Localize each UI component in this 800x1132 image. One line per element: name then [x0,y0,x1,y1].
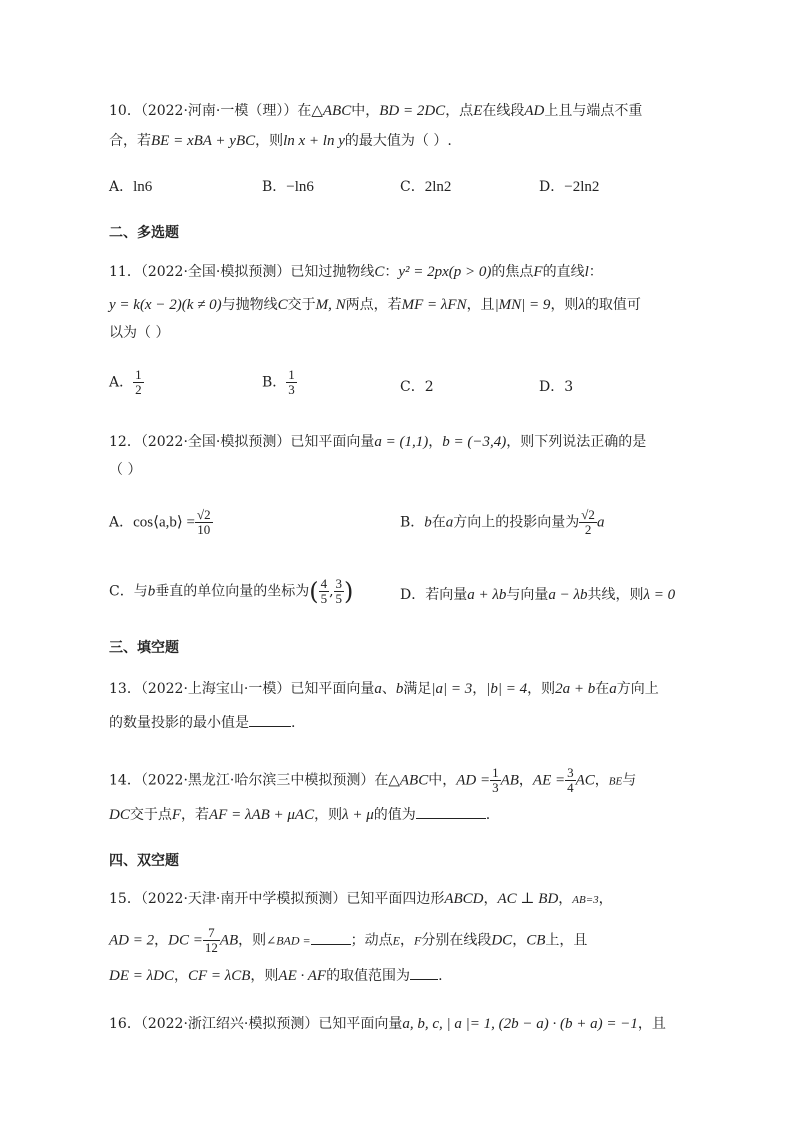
option-value: −ln6 [286,179,314,195]
q10-option-a [109,176,152,196]
q15-text: 分别在线段 [421,932,492,949]
math-b: b [147,583,156,600]
q11-line3: 以为（ ） [109,325,170,341]
q10-text: 合，若 [109,133,151,149]
math-expr: 2a + b [555,681,596,697]
q15-text: ， [173,968,188,984]
option-value: ln6 [133,179,153,195]
q10-line2 [109,131,452,151]
q15-text: ，则 [238,932,267,949]
q14-text: ，若 [181,807,210,823]
fraction-numerator: 3 [335,576,343,591]
math-vector-expr: a, b, c, | a |= 1, (2b − a) · (b + a) = −1 [402,1016,638,1032]
q11-text: 的焦点 [491,264,534,280]
fraction-numerator: 1 [288,367,295,382]
q15-text: ， [598,891,613,907]
q15-text: ， [558,891,573,907]
q11-text: 两点，若 [345,297,402,313]
fraction-denominator: 5 [335,591,343,606]
q11-text: 11．（2022·全国·模拟预测）已知过抛物线 [109,264,375,280]
math-line-eq: y = k(x − 2)(k ≠ 0) [109,297,222,313]
q14-text: 中， [428,772,457,789]
option-text: 与向量 [506,587,549,603]
math-triangle-abc: △ABC [388,772,429,789]
math-lambda-mu: λ + μ [342,807,374,823]
q13-text: 的数量投影的最小值是 [109,715,249,731]
fraction-denominator: 10 [197,522,211,537]
q15-line3 [109,966,443,986]
q10-text: 的最大值为（ ）. [344,133,452,149]
math-b: b [395,681,404,697]
q10-text: 在线段 [482,103,525,119]
q14-text: ， [518,772,533,789]
section-heading-multi-choice: 二、多选题 [109,225,179,241]
q13-text: ，则 [527,681,556,697]
q12-option-d [400,584,675,604]
section-heading-double-blank: 四、双空题 [109,853,179,869]
math-be: BE [608,775,623,788]
option-label: A． [109,374,134,391]
math-l: l [584,264,589,280]
q16-text: ，且 [637,1016,666,1032]
q12-line1 [109,432,646,452]
option-label: D． [400,587,426,603]
q13-text: ， [472,681,487,697]
math-perp: AC ⊥ BD [497,891,559,907]
q14-text: . [485,807,491,823]
option-label: D． [539,179,565,195]
math-abs-a: |a| = 3 [431,681,473,697]
q14-text: 与 [622,772,637,789]
q15-text: ， [483,891,498,907]
fraction-numerator: 1 [135,367,142,382]
math-c: C [277,297,288,313]
math-expr: a − λb [548,587,588,603]
q12-option-b [400,508,604,537]
math-a: a [596,514,605,531]
option-value: −2ln2 [564,179,600,195]
fraction [203,926,220,955]
q12-text: ，则下列说法正确的是 [506,434,647,450]
q13-text: 、 [381,681,396,697]
q11-option-a [109,368,144,397]
math-mn: M, N [315,297,346,313]
q11-text: ： [588,264,603,280]
fraction-denominator: 5 [320,591,328,606]
q12-line2: （ ） [109,462,142,478]
q15-text: . [438,968,443,984]
math-bd-2dc: BD = 2DC [379,103,446,119]
math-f: F [533,264,543,280]
q10-option-d [539,176,599,196]
q12-text: 12．（2022·全国·模拟预测）已知平面向量 [109,434,375,450]
q11-text: 与抛物线 [221,297,278,313]
option-value: 2 [424,379,434,395]
math-abs-b: |b| = 4 [486,681,528,697]
fraction [133,368,144,397]
q11-option-d [539,376,573,396]
option-text: 在 [431,514,446,531]
q15-text: ；动点 [350,932,393,949]
q15-text: ， [512,932,527,949]
math-vector-b: b = (−3,4) [442,434,507,450]
math-ad-2: AD = 2 [109,932,155,949]
q12-text: ， [428,434,443,450]
fraction [319,577,330,606]
fraction-numerator: 1 [492,765,499,780]
option-label: B． [262,179,287,195]
answer-blank[interactable] [410,979,438,980]
answer-blank[interactable] [311,944,351,945]
option-text: 与 [133,583,148,600]
math-c: C [374,264,385,280]
fraction-numerator: 7 [203,926,220,941]
q11-line2 [109,295,641,315]
option-label: B． [262,374,287,391]
math-point-e: E [473,103,483,119]
option-text: 若向量 [425,587,468,603]
q14-text: 交于点 [129,807,172,823]
q15-text: 的取值范围为 [326,968,411,984]
answer-blank[interactable] [249,726,291,727]
math-parabola: y² = 2px(p > 0) [398,264,492,280]
q13-text: 13．（2022·上海宝山·一模）已知平面向量 [109,681,375,697]
fraction-numerator: √2 [581,507,595,522]
q11-text: ，且 [466,297,495,313]
q13-text: 满足 [403,681,432,697]
math-ab: AB [219,932,239,949]
q13-line2 [109,713,295,733]
math-expr: λ = 0 [643,587,676,603]
q11-line1 [109,262,603,282]
option-value: 2ln2 [424,179,452,195]
fraction [565,766,576,795]
q14-text: 14．（2022·黑龙江·哈尔滨三中模拟预测）在 [109,772,389,789]
q10-line1 [109,101,642,121]
fraction-denominator: 2 [584,522,592,537]
q13-text: 在 [595,681,610,697]
math-dot-product: AE · AF [278,968,327,984]
math-segment-ad: AD [524,103,545,119]
math-dc: DC [491,932,513,949]
option-label: C． [400,379,425,395]
q12-option-c: C．与b垂直的单位向量的坐标为( $\frac{4}{5}$ , $\frac{3}{5}$ ) [109,576,354,606]
q10-text: ，点 [445,103,474,119]
q10-text: 10．（2022·河南·一模（理））在 [109,103,312,119]
section-heading-fill-blank: 三、填空题 [109,640,179,656]
q11-text: 交于 [287,297,316,313]
q11-text: ： [384,264,399,280]
q15-text: ， [400,932,414,949]
option-label: A． [109,179,134,195]
q16-text: 16．（2022·浙江绍兴·模拟预测）已知平面向量 [109,1016,403,1032]
math-b: b [424,514,432,531]
q10-option-c [400,176,451,196]
fraction [195,508,213,537]
math-f: F [171,807,182,823]
q16-line1 [109,1014,666,1034]
math-dc: DC [109,807,130,823]
math-ad: AD = [456,772,491,789]
option-text: 共线，则 [587,587,644,603]
math-triangle-abc: △ABC [311,103,352,119]
option-label: B． [400,514,425,531]
option-text: 垂直的单位向量的坐标为 [155,583,310,600]
math-a: a [374,681,382,697]
math-abs-mn: |MN| = 9 [494,297,551,313]
fraction-denominator: 2 [135,382,142,397]
fraction [490,766,501,795]
q11-option-b [262,368,297,397]
q14-text: ， [594,772,609,789]
math-ac: AC [575,772,595,789]
option-label: A． [109,514,134,531]
math-be-expr: BE = xBA + yBC [151,133,256,149]
q15-line1 [109,889,613,910]
math-f: F [414,933,422,948]
math-cos-expr: cos⟨a,b⟩ = [133,514,195,531]
q15-text: ， [154,932,169,949]
q10-text: 上且与端点不重 [544,103,643,119]
math-cb: CB [526,932,546,949]
q11-text: 的取值可 [584,297,641,313]
q11-text: 的直线 [542,264,585,280]
fraction [334,577,345,606]
q10-option-b [262,176,314,196]
fraction [579,508,597,537]
answer-blank[interactable] [416,818,486,819]
math-lambda: λ [578,297,585,313]
math-a: a [445,514,454,531]
fraction-denominator: 3 [492,780,499,795]
fraction-denominator: 12 [204,940,218,955]
math-cf-expr: CF = λCB [187,968,251,984]
q14-text: 的值为 [373,807,416,823]
q12-option-a [109,508,213,537]
q10-text: 中， [351,103,380,119]
option-label: C． [109,583,134,600]
option-value: 3 [564,379,574,395]
q11-text: ，则 [550,297,579,313]
math-ln-expr: ln x + ln y [283,133,345,149]
fraction-numerator: √2 [196,507,211,522]
q13-text: 方向上 [616,681,659,697]
math-ae: AE = [532,772,566,789]
math-ab-3: AB=3 [572,894,599,906]
math-de-expr: DE = λDC [109,968,174,984]
option-label: D． [539,379,565,395]
math-af-expr: AF = λAB + μAC [209,807,315,823]
math-e: E [392,933,400,948]
q13-line1 [109,679,659,699]
math-vector-a: a = (1,1) [374,434,429,450]
math-expr: a + λb [467,587,507,603]
math-abcd: ABCD [444,891,484,907]
math-angle-bad: ∠BAD = [266,933,311,948]
q10-text: ，则 [255,133,284,149]
q11-option-c [400,376,434,396]
fraction [286,368,297,397]
math-a: a [609,681,617,697]
math-dc: DC = [168,932,203,949]
q13-text: . [291,715,296,731]
option-text: 方向上的投影向量为 [453,514,580,531]
option-label: C． [400,179,425,195]
q15-text: 15．（2022·天津·南开中学模拟预测）已知平面四边形 [109,891,445,907]
q15-line2 [109,926,587,955]
fraction-denominator: 4 [567,780,574,795]
q15-text: 上，且 [545,932,588,949]
fraction-numerator: 4 [320,576,328,591]
q14-line2 [109,805,490,825]
math-mf-eq: MF = λFN [401,297,467,313]
fraction-numerator: 3 [567,765,574,780]
q14-text: ，则 [314,807,343,823]
math-ab: AB [500,772,519,789]
q15-text: ，则 [250,968,279,984]
fraction-denominator: 3 [288,382,295,397]
q14-line1 [109,766,636,795]
